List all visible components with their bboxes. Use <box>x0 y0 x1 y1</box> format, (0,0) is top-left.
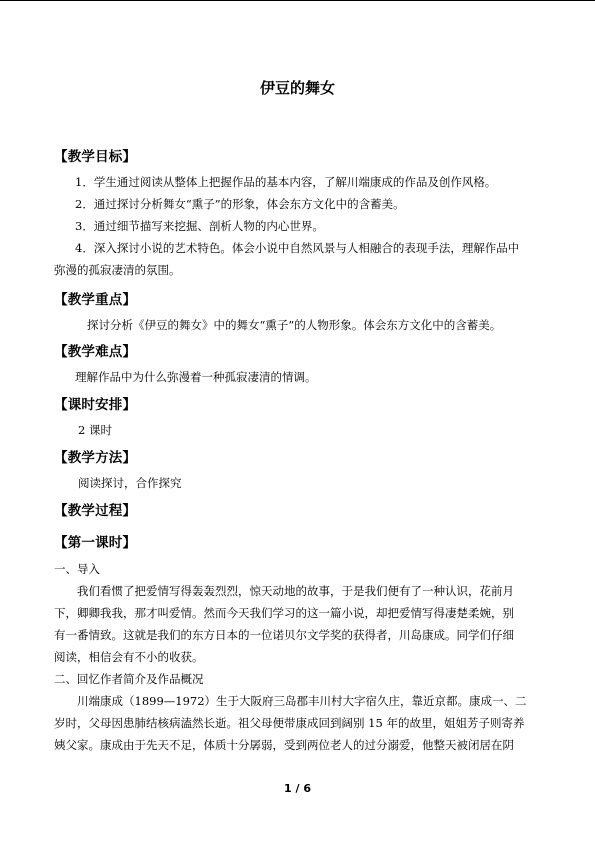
lesson-paragraph-line: 川端康成（1899—1972）生于大阪府三岛郡丰川村大字宿久庄，靠近京都。康成一、二 <box>77 694 527 708</box>
goal-item-1: 1．学生通过阅读从整体上把握作品的基本内容，了解川端康成的作品及创作风格。 <box>75 175 497 189</box>
lesson-step-intro-heading: 一、导入 <box>54 562 100 576</box>
key-points-text: 探讨分析《伊豆的舞女》中的舞女“熏子”的人物形象。体会东方文化中的含蓄美。 <box>87 318 502 332</box>
section-heading-first-lesson: 【第一课时】 <box>54 535 137 551</box>
lesson-paragraph-line: 有一番情致。这就是我们的东方日本的一位诺贝尔文学奖的获得者，川岛康成。同学们仔细 <box>54 628 514 642</box>
goal-item-2: 2．通过探讨分析舞女“熏子”的形象，体会东方文化中的含蓄美。 <box>75 197 405 211</box>
section-heading-difficulties: 【教学难点】 <box>54 344 137 360</box>
section-heading-key-points: 【教学重点】 <box>54 292 137 308</box>
section-heading-process: 【教学过程】 <box>54 503 137 519</box>
methods-text: 阅读探讨，合作探究 <box>78 476 182 490</box>
lesson-step-author-heading: 二、回忆作者简介及作品概况 <box>54 672 204 686</box>
lesson-paragraph-line: 姨父家。康成由于先天不足，体质十分孱弱，受到两位老人的过分溺爱，他整天被闭居在阴 <box>54 738 514 752</box>
lesson-paragraph-line: 阅读，相信会有不小的收获。 <box>54 650 204 664</box>
lesson-paragraph-line: 岁时，父母因患肺结核病溘然长逝。祖父母便带康成回到阔别 15 年的故里，姐姐芳子则寄养 <box>54 716 525 730</box>
section-heading-goals: 【教学目标】 <box>54 149 137 165</box>
lesson-paragraph-line: 我们看惯了把爱情写得轰轰烈烈，惊天动地的故事，于是我们便有了一种认识，花前月 <box>77 584 514 598</box>
goal-item-4: 4．深入探讨小说的艺术特色。体会小说中自然风景与人相融合的表现手法，理解作品中 <box>75 241 520 255</box>
schedule-text: 2 课时 <box>78 423 112 437</box>
difficulties-text: 理解作品中为什么弥漫着一种孤寂凄清的情调。 <box>75 370 317 384</box>
section-heading-methods: 【教学方法】 <box>54 450 137 466</box>
goal-item-3: 3．通过细节描写来挖掘、剖析人物的内心世界。 <box>75 219 324 233</box>
goal-item-4-continued: 弥漫的孤寂凄清的氛围。 <box>54 263 181 277</box>
section-heading-schedule: 【课时安排】 <box>54 397 137 413</box>
page-number: 1 / 6 <box>284 782 311 795</box>
lesson-paragraph-line: 下，卿卿我我，那才叫爱情。然而今天我们学习的这一篇小说，却把爱情写得凄楚柔婉，别 <box>54 606 514 620</box>
document-title: 伊豆的舞女 <box>259 79 335 97</box>
